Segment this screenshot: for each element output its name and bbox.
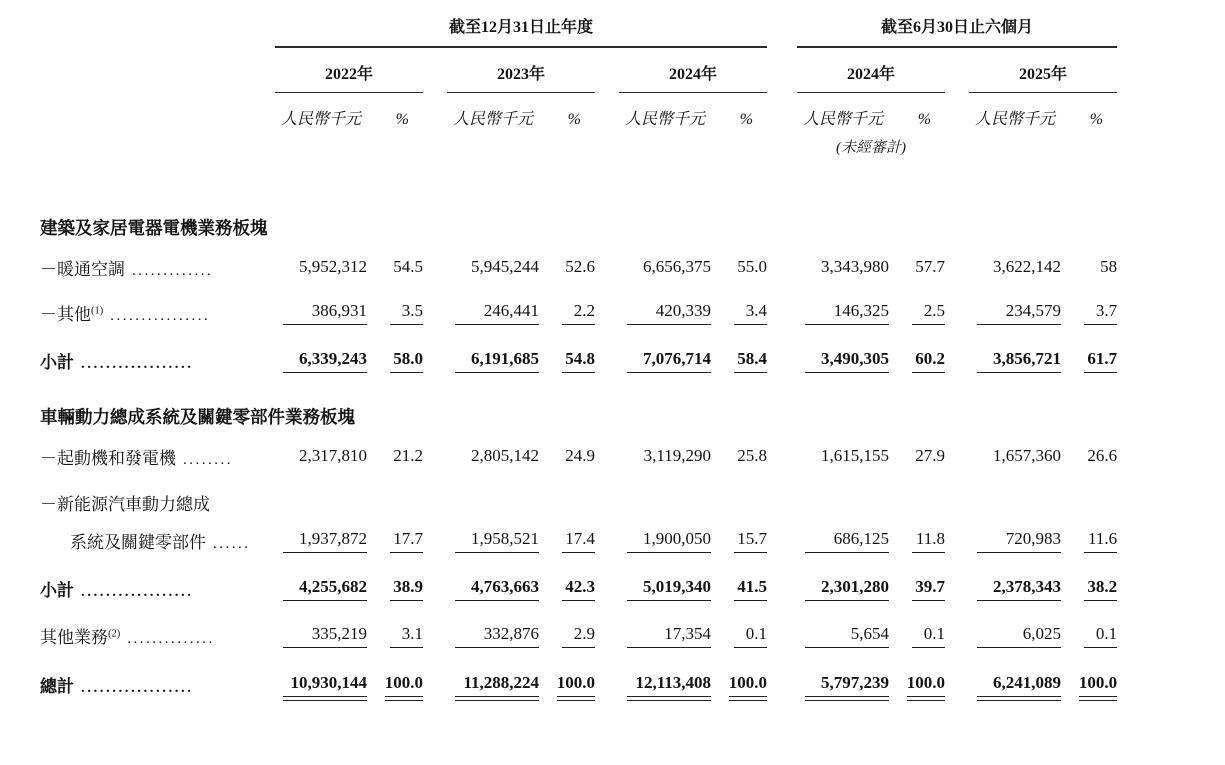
spacer <box>423 47 447 93</box>
spacer <box>595 560 619 610</box>
percent-cell: 60.2 <box>889 332 945 382</box>
leader-dots: .................. <box>81 356 194 372</box>
data-row <box>40 515 1117 560</box>
percent-cell: 100.0 <box>889 655 945 707</box>
amount-cell: 2,805,142 <box>471 446 539 465</box>
period-header-interim: 截至6月30日止六個月 <box>797 10 1117 47</box>
spacer <box>40 93 275 130</box>
period-header-row <box>40 10 1117 47</box>
spacer <box>423 515 447 560</box>
year-header-2023: 2023年 <box>447 47 595 93</box>
spacer <box>40 129 275 157</box>
percent-header: % <box>395 111 409 128</box>
spacer <box>767 47 797 93</box>
percent-header: % <box>567 111 581 128</box>
total-row <box>40 655 1117 707</box>
amount-cell: 7,076,714 <box>619 332 711 382</box>
year-header-2024-interim: 2024年 <box>797 47 945 93</box>
data-row <box>40 287 1117 332</box>
amount-cell: 12,113,408 <box>619 655 711 707</box>
spacer <box>945 560 969 610</box>
data-row <box>40 476 1117 515</box>
percent-cell: 55.0 <box>737 257 768 276</box>
unit-header-row <box>40 93 1117 130</box>
amount-cell: 2,301,280 <box>797 560 889 610</box>
row-label: 其他業務$^{(2)}$ .............. <box>40 628 215 647</box>
spacer <box>945 515 969 560</box>
amount-cell: 6,656,375 <box>643 257 711 276</box>
percent-header: % <box>1089 111 1104 128</box>
amount-cell: 420,339 <box>619 287 711 332</box>
amount-cell: 3,343,980 <box>821 257 890 276</box>
amount-cell: 3,490,305 <box>797 332 889 382</box>
spacer <box>767 610 797 655</box>
spacer <box>423 93 447 130</box>
spacer <box>945 431 969 476</box>
amount-cell: 1,900,050 <box>619 515 711 560</box>
leader-dots: .................. <box>81 584 194 600</box>
row-label: －起動機和發電機 ........ <box>40 449 233 468</box>
percent-cell: 25.8 <box>737 446 768 465</box>
percent-cell: 61.7 <box>1061 332 1117 382</box>
spacer <box>423 431 447 476</box>
spacer <box>767 655 797 707</box>
spacer <box>945 242 969 287</box>
percent-cell: 100.0 <box>539 655 595 707</box>
spacer <box>945 610 969 655</box>
data-row <box>40 431 1117 476</box>
subtotal-row <box>40 560 1117 610</box>
segment-revenue-table <box>40 10 1117 707</box>
percent-cell: 0.1 <box>1061 610 1117 655</box>
percent-cell: 15.7 <box>711 515 767 560</box>
spacer <box>423 560 447 610</box>
percent-cell: 54.8 <box>539 332 595 382</box>
amount-cell: 6,025 <box>969 610 1061 655</box>
row-label: －新能源汽車動力總成 <box>40 495 210 514</box>
percent-cell: 2.5 <box>889 287 945 332</box>
section-row <box>40 157 1117 242</box>
spacer <box>945 655 969 707</box>
amount-cell: 6,339,243 <box>275 332 367 382</box>
unit-header: 人民幣千元 <box>280 111 361 128</box>
unit-header: 人民幣千元 <box>452 111 533 128</box>
percent-cell: 2.9 <box>539 610 595 655</box>
spacer <box>767 93 797 130</box>
percent-cell: 11.8 <box>889 515 945 560</box>
spacer <box>767 242 797 287</box>
spacer <box>767 129 797 157</box>
spacer <box>945 93 969 130</box>
amount-cell: 5,019,340 <box>619 560 711 610</box>
percent-cell: 100.0 <box>1061 655 1117 707</box>
year-header-row <box>40 47 1117 93</box>
amount-cell: 386,931 <box>275 287 367 332</box>
spacer <box>423 242 447 287</box>
percent-cell: 58.4 <box>711 332 767 382</box>
spacer <box>595 515 619 560</box>
row-label: 系統及關鍵零部件 ...... <box>70 533 251 552</box>
spacer <box>595 655 619 707</box>
year-header-2022: 2022年 <box>275 47 423 93</box>
leader-dots: ........ <box>183 452 233 468</box>
amount-cell: 1,958,521 <box>447 515 539 560</box>
percent-cell: 58.0 <box>367 332 423 382</box>
spacer <box>595 431 619 476</box>
spacer <box>423 610 447 655</box>
percent-cell: 26.6 <box>1087 446 1118 465</box>
spacer <box>595 242 619 287</box>
spacer <box>767 431 797 476</box>
amount-cell: 1,937,872 <box>275 515 367 560</box>
amount-cell: 3,856,721 <box>969 332 1061 382</box>
percent-header: % <box>739 111 754 128</box>
row-label: 總計 .................. <box>40 677 194 696</box>
amount-cell: 1,657,360 <box>993 446 1062 465</box>
amount-cell: 6,191,685 <box>447 332 539 382</box>
percent-header: % <box>917 111 932 128</box>
amount-cell: 4,255,682 <box>275 560 367 610</box>
percent-cell: 100.0 <box>711 655 767 707</box>
percent-cell: 11.6 <box>1061 515 1117 560</box>
spacer <box>945 129 969 157</box>
spacer <box>40 10 275 47</box>
amount-cell: 3,622,142 <box>993 257 1062 276</box>
period-header-annual: 截至12月31日止年度 <box>275 10 767 47</box>
percent-cell: 17.7 <box>367 515 423 560</box>
row-label: －暖通空調 ............. <box>40 260 214 279</box>
percent-cell: 38.2 <box>1061 560 1117 610</box>
percent-cell: 27.9 <box>915 446 946 465</box>
row-label: －其他$^{(1)}$ ................ <box>40 305 211 324</box>
spacer <box>423 287 447 332</box>
leader-dots: .................. <box>81 680 194 696</box>
amount-cell: 234,579 <box>969 287 1061 332</box>
data-row <box>40 610 1117 655</box>
amount-cell: 3,119,290 <box>643 446 711 465</box>
leader-dots: ................ <box>110 308 211 324</box>
percent-cell: 0.1 <box>889 610 945 655</box>
leader-dots: ............. <box>132 263 214 279</box>
spacer <box>595 93 619 130</box>
unaudited-note-row <box>40 129 1117 157</box>
percent-cell: 0.1 <box>711 610 767 655</box>
amount-cell: 11,288,224 <box>447 655 539 707</box>
percent-cell: 3.5 <box>367 287 423 332</box>
amount-cell: 5,654 <box>797 610 889 655</box>
amount-cell: 246,441 <box>447 287 539 332</box>
spacer <box>423 655 447 707</box>
percent-cell: 17.4 <box>539 515 595 560</box>
percent-cell: 41.5 <box>711 560 767 610</box>
amount-cell: 5,797,239 <box>797 655 889 707</box>
amount-cell: 686,125 <box>797 515 889 560</box>
percent-cell: 3.7 <box>1061 287 1117 332</box>
spacer <box>423 332 447 382</box>
row-label: 小計 .................. <box>40 353 194 372</box>
spacer <box>969 129 1117 157</box>
amount-cell: 5,945,244 <box>471 257 539 276</box>
unit-header: 人民幣千元 <box>803 111 884 128</box>
spacer <box>595 287 619 332</box>
amount-cell: 146,325 <box>797 287 889 332</box>
year-header-2025-interim: 2025年 <box>969 47 1117 93</box>
row-label: 小計 .................. <box>40 581 194 600</box>
percent-cell: 2.2 <box>539 287 595 332</box>
spacer <box>767 287 797 332</box>
percent-cell: 42.3 <box>539 560 595 610</box>
spacer <box>945 332 969 382</box>
percent-cell: 39.7 <box>889 560 945 610</box>
percent-cell: 58 <box>1100 257 1118 276</box>
unit-header: 人民幣千元 <box>975 111 1056 128</box>
section-header: 車輛動力總成系統及關鍵零部件業務板塊 <box>40 407 355 427</box>
spacer <box>275 129 767 157</box>
leader-dots: ...... <box>213 536 251 552</box>
spacer <box>767 515 797 560</box>
unaudited-note: (未經審計) <box>836 140 907 156</box>
data-row <box>40 242 1117 287</box>
amount-cell: 6,241,089 <box>969 655 1061 707</box>
amount-cell: 335,219 <box>275 610 367 655</box>
percent-cell: 3.1 <box>367 610 423 655</box>
footnote-sup: (2) <box>108 628 121 640</box>
spacer <box>767 560 797 610</box>
footnote-sup: (1) <box>91 305 104 317</box>
spacer <box>945 47 969 93</box>
percent-cell: 21.2 <box>393 446 423 465</box>
amount-cell: 1,615,155 <box>821 446 890 465</box>
amount-cell: 17,354 <box>619 610 711 655</box>
spacer <box>767 10 797 47</box>
spacer <box>595 47 619 93</box>
percent-cell: 38.9 <box>367 560 423 610</box>
amount-cell: 10,930,144 <box>275 655 367 707</box>
amount-cell: 2,317,810 <box>299 446 367 465</box>
amount-cell: 332,876 <box>447 610 539 655</box>
amount-cell: 4,763,663 <box>447 560 539 610</box>
leader-dots: .............. <box>127 631 215 647</box>
amount-cell: 2,378,343 <box>969 560 1061 610</box>
spacer <box>595 332 619 382</box>
percent-cell: 57.7 <box>915 257 946 276</box>
spacer <box>945 287 969 332</box>
amount-cell: 5,952,312 <box>299 257 367 276</box>
percent-cell: 100.0 <box>367 655 423 707</box>
year-header-2024: 2024年 <box>619 47 767 93</box>
percent-cell: 24.9 <box>565 446 595 465</box>
unit-header: 人民幣千元 <box>624 111 705 128</box>
amount-cell: 720,983 <box>969 515 1061 560</box>
percent-cell: 54.5 <box>393 257 423 276</box>
percent-cell: 52.6 <box>565 257 595 276</box>
spacer <box>595 610 619 655</box>
subtotal-row <box>40 332 1117 382</box>
spacer <box>40 47 275 93</box>
spacer <box>767 332 797 382</box>
section-row <box>40 382 1117 431</box>
section-header: 建築及家居電器電機業務板塊 <box>40 218 268 238</box>
percent-cell: 3.4 <box>711 287 767 332</box>
